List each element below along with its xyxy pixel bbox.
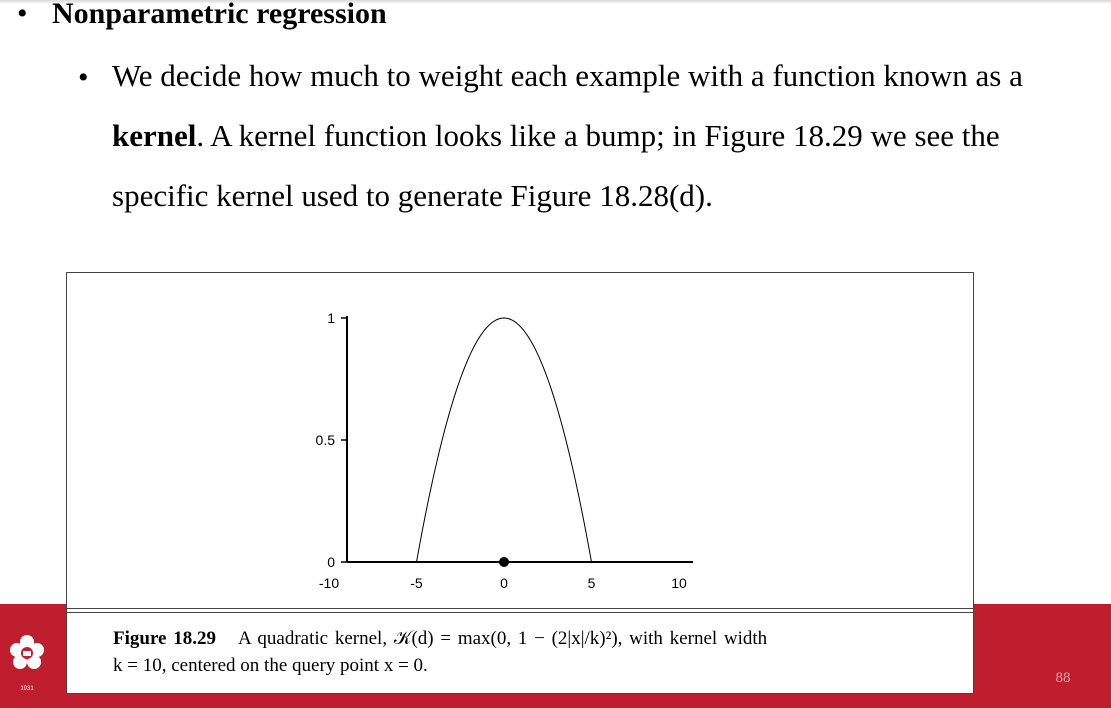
body-paragraph [112,46,1102,226]
university-logo [4,632,50,692]
query-point-marker [499,557,509,567]
heading-bullet: • [17,0,28,30]
paragraph-line-3: specific kernel used to generate Figure 18.28(d). [112,178,713,213]
y-tick-label: 0.5 [315,432,335,448]
caption-text-line-1: A quadratic kernel, 𝒦(d) = max(0, 1 − (2|x|/k)²), with kernel width [237,628,768,649]
figure-label: Figure 18.29 [113,628,216,649]
x-tick-label: -10 [318,575,340,591]
slide-heading: Nonparametric regression [52,0,387,30]
kernel-term: kernel [112,118,197,153]
y-tick-label: 0 [327,554,335,570]
caption-text-line-2: k = 10, centered on the query point x = 0. [113,655,428,676]
figure-caption-divider [67,608,973,609]
x-tick-label: -5 [410,575,423,591]
paragraph-line-1: We decide how much to weight each example with a function known as a [112,58,1023,93]
x-tick-label: 10 [671,575,687,591]
paragraph-bullet: • [78,61,89,94]
y-tick-label: 1 [327,310,335,326]
figure-box [66,272,974,694]
figure-caption-divider-2 [67,612,973,613]
page-number: 88 [1055,670,1071,686]
x-tick-label: 0 [500,575,508,591]
figure-caption [113,625,943,679]
kernel-chart [67,273,973,608]
logo-year: 1931 [20,686,34,692]
paragraph-line-2: kernel. A kernel function looks like a bump; in Figure 18.29 we see the [112,118,1000,153]
x-tick-label: 5 [587,575,596,591]
kernel-curve [417,318,592,562]
